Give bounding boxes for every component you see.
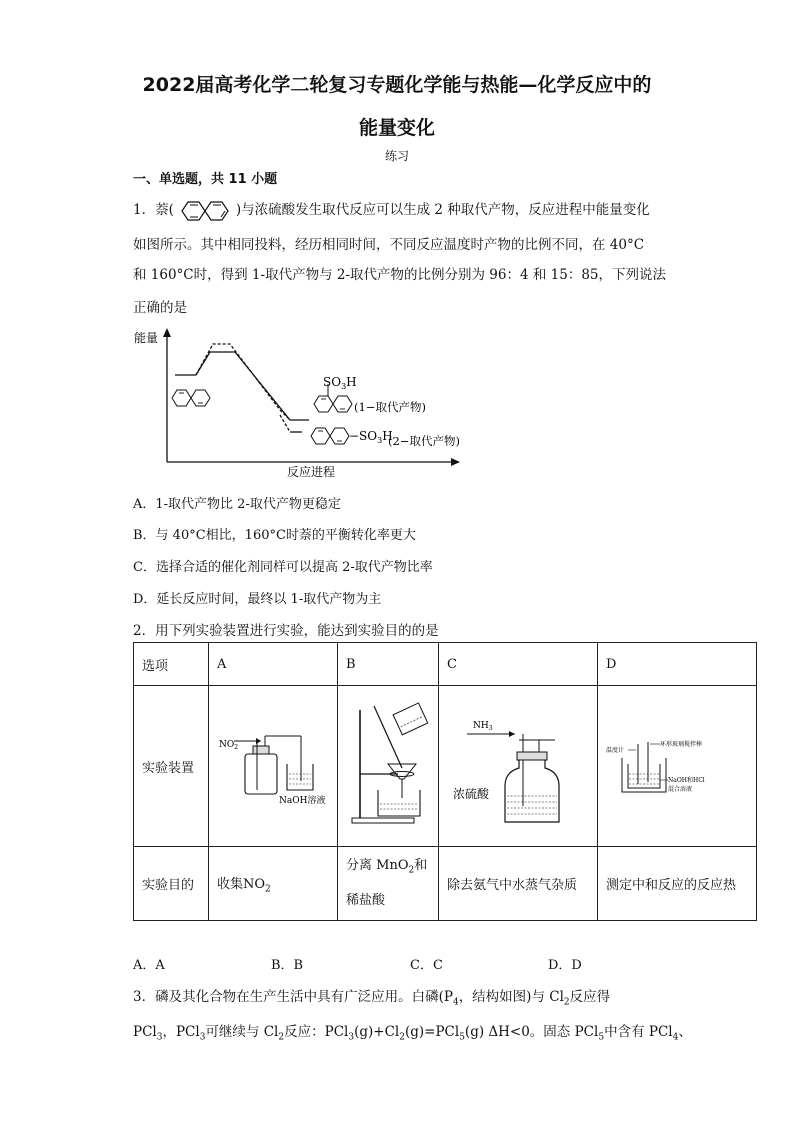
- glass-rod: [374, 706, 402, 768]
- gas-inlet-arrow-icon: [509, 731, 515, 737]
- question-1-line3: 和 160°C时，得到 1-取代产物与 2-取代产物的比例分别为 96：4 和 15：85，下列说法: [133, 267, 667, 283]
- table-header-row: [134, 643, 757, 686]
- question-3-line2: PCl$_3$，PCl$_3$可继续与 $Cl_2$反应：$PCl_3(g)+Cl_2(g)=PCl_5(g)$ ΔH<0。固态 PCl$_5$中含有 PCl$_4$、: [133, 1024, 692, 1043]
- product-1-label: (1−取代产物): [354, 400, 426, 414]
- inner-beaker: [628, 764, 660, 788]
- question-2-stem: 2．用下列实验装置进行实验，能达到实验目的的是: [133, 623, 439, 639]
- energy-axis-label: 能量: [134, 331, 159, 345]
- question-1-line1: [133, 198, 650, 222]
- table-header-cell: 选项: [134, 643, 209, 686]
- receiving-beaker: [378, 790, 420, 816]
- purpose-c-cell: 除去氨气中水蒸气杂质: [439, 847, 598, 921]
- pathway-to-2-product: [196, 344, 290, 420]
- naoh-solution-label: NaOH溶液: [279, 796, 326, 806]
- mixed-solution-label-1: NaOH和HCl: [668, 777, 705, 784]
- y-axis-arrow-icon: [163, 328, 171, 337]
- question-1-line4: 正确的是: [133, 300, 187, 316]
- pathway-to-1-product: [196, 352, 309, 420]
- table-header-cell: B: [338, 643, 439, 686]
- collection-bottle: [245, 754, 277, 794]
- apparatus-row-label: 实验装置: [134, 686, 209, 847]
- question-3-line1: 3．磷及其化合物在生产生活中具有广泛应用。白磷($P_4$，结构如图)与 $Cl_2$反应得: [133, 989, 611, 1008]
- product-2-label: (2−取代产物): [388, 434, 460, 448]
- apparatus-d-drawing: [598, 686, 756, 842]
- purpose-b-cell: 分离 MnO$_2$和 稀盐酸: [338, 847, 439, 921]
- apparatus-a-drawing: [209, 686, 337, 842]
- outer-beaker: [622, 758, 666, 792]
- conc-sulfuric-acid-label: 浓硫酸: [453, 787, 490, 801]
- product-2-naphthalene-icon: [311, 428, 349, 444]
- question-2-answer-d[interactable]: D．D: [548, 958, 582, 973]
- apparatus-a-cell: [209, 686, 338, 847]
- purpose-d-cell: 测定中和反应的反应热: [598, 847, 757, 921]
- stirrer-label: 环形玻璃搅拌棒: [660, 741, 703, 748]
- question-2-table: [133, 642, 757, 921]
- question-1-option-b[interactable]: B．与 40°C相比，160°C时萘的平衡转化率更大: [133, 528, 416, 543]
- page-title-line1: 2022届高考化学二轮复习专题化学能与热能—化学反应中的: [142, 74, 652, 96]
- apparatus-c-cell: [439, 686, 598, 847]
- question-1-line2: 如图所示。其中相同投料，经历相同时间，不同反应温度时产物的比例不同，在 40°C: [133, 237, 645, 253]
- table-row-apparatus: [134, 686, 757, 847]
- apparatus-c-drawing: [439, 686, 597, 842]
- apparatus-a-gas-label: $NO_2$: [219, 740, 239, 751]
- table-header-cell: A: [209, 643, 338, 686]
- naphthalene-structure-icon: [174, 200, 236, 222]
- thermometer-label: 温度计: [606, 747, 625, 754]
- x-axis-arrow-icon: [451, 458, 460, 466]
- apparatus-b-cell: [338, 686, 439, 847]
- question-1-option-a[interactable]: A．1-取代产物比 2-取代产物更稳定: [133, 497, 341, 512]
- apparatus-d-cell: [598, 686, 757, 847]
- question-2-answer-a[interactable]: A．A: [133, 958, 165, 973]
- wash-bottle: [505, 760, 559, 822]
- product-2-formula: $-SO_3H$: [349, 429, 393, 445]
- purpose-row-label: 实验目的: [134, 847, 209, 921]
- question-1-option-d[interactable]: D．延长反应时间，最终以 1-取代产物为主: [133, 592, 382, 607]
- apparatus-b-drawing: [338, 686, 438, 842]
- question-2-answer-c[interactable]: C．C: [410, 958, 443, 973]
- ammonia-gas-label: $NH_3$: [473, 721, 493, 732]
- page-title-line2: 能量变化: [358, 117, 435, 139]
- product-1-formula: $SO_3H$: [323, 375, 357, 391]
- question-1-number: 1．萘(: [133, 202, 174, 218]
- energy-profile-diagram: [130, 322, 490, 482]
- table-header-cell: C: [439, 643, 598, 686]
- purpose-a-cell: 收集$NO_2$: [209, 847, 338, 921]
- question-2-answer-b[interactable]: B．B: [271, 958, 304, 973]
- page-subtitle: 练习: [384, 149, 409, 163]
- mixed-solution-label-2: 混合溶液: [668, 786, 693, 793]
- section-heading: 一、单选题，共 11 小题: [133, 172, 278, 187]
- question-1-option-c[interactable]: C．选择合适的催化剂同样可以提高 2-取代产物比率: [133, 560, 433, 575]
- table-row-purpose: [134, 847, 757, 921]
- reaction-progress-axis-label: 反应进程: [287, 465, 336, 479]
- reactant-naphthalene-icon: [172, 390, 210, 406]
- table-header-cell: D: [598, 643, 757, 686]
- pouring-beaker: [393, 703, 428, 735]
- question-1-text1: )与浓硫酸发生取代反应可以生成 2 种取代产物，反应进程中能量变化: [235, 202, 650, 218]
- naoh-beaker: [287, 764, 313, 790]
